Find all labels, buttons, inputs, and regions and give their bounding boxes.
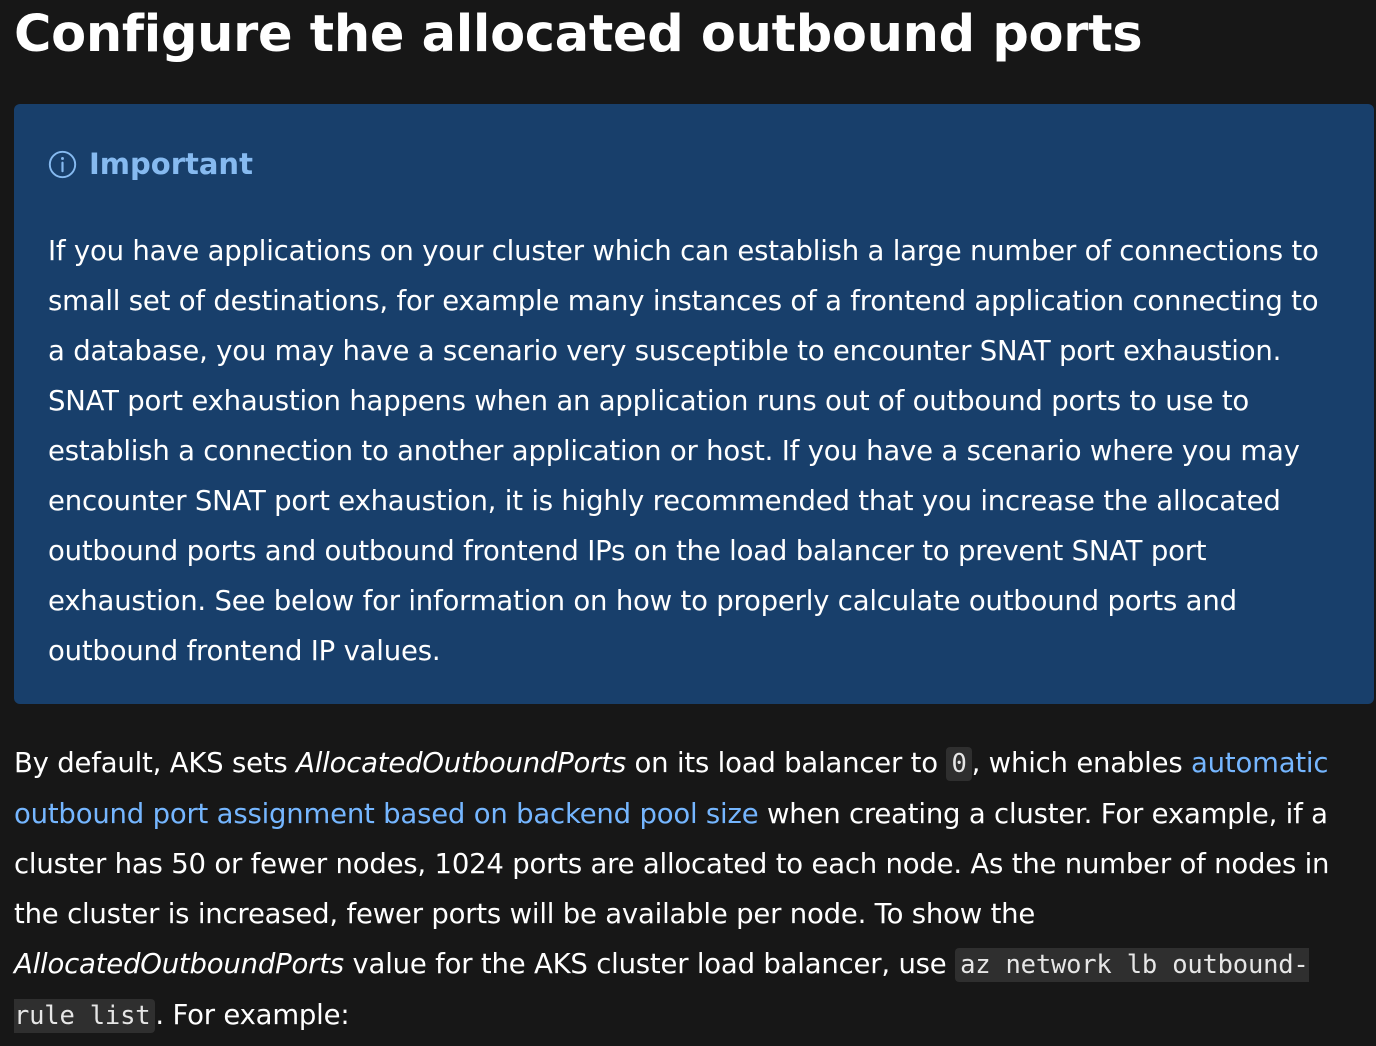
important-alert bbox=[14, 104, 1374, 704]
emphasis-term: AllocatedOutboundPorts bbox=[296, 747, 627, 779]
emphasis-term: AllocatedOutboundPorts bbox=[14, 948, 344, 980]
alert-body-text: If you have applications on your cluster which can establish a large number of connections to small set of destinations, for example many instances of a frontend application connecting to a database, you may have a scenario very susceptible to encounter SNAT port exhaustion. SNAT port exhaustion happens when an application runs out of outbound ports to use to establish a connection to another application or host. If you have a scenario where you may encounter SNAT port exhaustion, it is highly recommended that you increase the allocated outbound ports and outbound frontend IPs on the load balancer to prevent SNAT port exhaustion. See below for information on how to properly calculate outbound ports and outbound frontend IP values. bbox=[48, 235, 1319, 667]
paragraph-text: on its load balancer to bbox=[626, 747, 947, 779]
inline-code-command: az network lb outbound-rule list bbox=[14, 950, 1309, 1031]
body-paragraph bbox=[14, 738, 1362, 1041]
page-title: Configure the allocated outbound ports bbox=[14, 5, 1143, 64]
paragraph-text: value for the AKS cluster load balancer, use bbox=[343, 948, 956, 980]
paragraph-text: By default, AKS sets bbox=[14, 747, 297, 779]
port-assignment-link[interactable]: automatic outbound port assignment based on backend pool size bbox=[14, 747, 1329, 830]
paragraph-text: when creating a cluster. For example, if a cluster has 50 or fewer nodes, 1024 ports are allocated to each node. As the number of nodes in the cluster is increased, fewer ports will be available per node. To show the bbox=[14, 798, 1330, 930]
alert-header bbox=[48, 146, 1340, 182]
inline-code: 0 bbox=[946, 747, 971, 781]
paragraph-text: . For example: bbox=[155, 999, 350, 1031]
alert-title: Important bbox=[89, 147, 253, 181]
info-circle-icon bbox=[48, 150, 77, 179]
paragraph-text: , which enables bbox=[971, 747, 1192, 779]
